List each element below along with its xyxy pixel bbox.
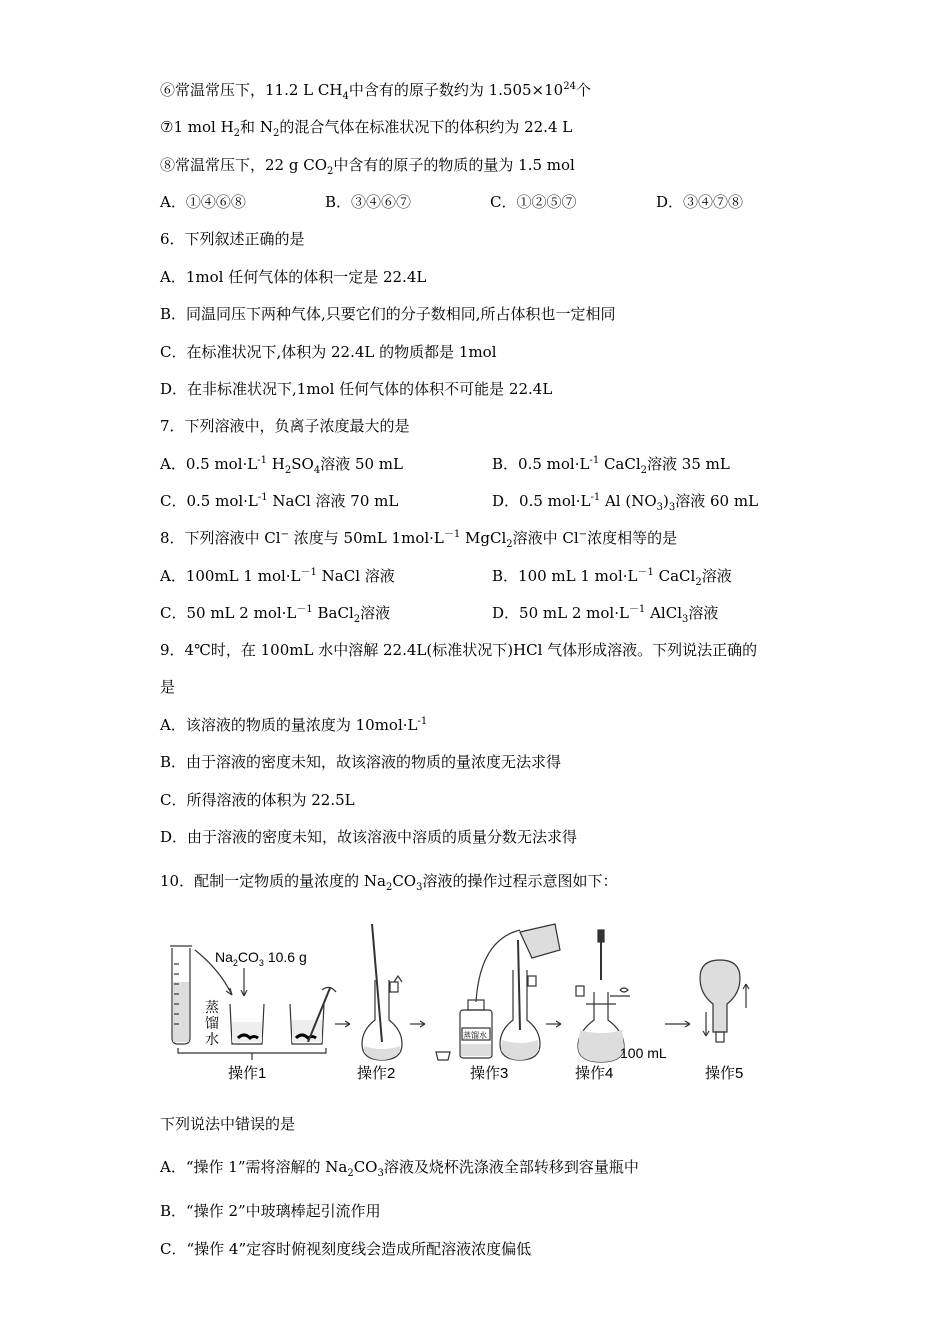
q5-option-a: A．①④⑥⑧ xyxy=(160,193,246,211)
q8-option-b: B．100 mL 1 $mol\cdot L^{-1}$ CaCl$_2$溶液 xyxy=(492,567,732,588)
q7-stem: 7．下列溶液中，负离子浓度最大的是 xyxy=(160,417,410,435)
q10-option-b: B．“操作 2”中玻璃棒起引流作用 xyxy=(160,1202,381,1220)
distilled-water-bottle xyxy=(460,1000,492,1058)
q7-option-c: C．0.5 $mol\cdot L^{-1}$ NaCl 溶液 70 mL xyxy=(160,492,399,510)
q6-option-c: C．在标准状况下,体积为 22.4L 的物质都是 1mol xyxy=(160,343,497,361)
op2-label: 操作2 xyxy=(357,1065,396,1082)
q6-option-d: D．在非标准状况下,1mol 任何气体的体积不可能是 22.4L xyxy=(160,380,553,398)
q5-statement-8: ⑧常温常压下，22 g $CO_2$中含有的原子的物质的量为 1.5 mol xyxy=(160,156,575,177)
q9-option-b: B．由于溶液的密度未知，故该溶液的物质的量浓度无法求得 xyxy=(160,753,562,771)
q9-option-c: C．所得溶液的体积为 22.5L xyxy=(160,791,355,809)
volumetric-flask-op2 xyxy=(362,924,402,1060)
q9-option-a: A．该溶液的物质的量浓度为 $10mol\cdot L^{-1}$ xyxy=(160,716,428,734)
q7-option-d: D．0.5 $mol\cdot L^{-1}$ Al $(NO_3)_3$溶液 60 mL xyxy=(492,492,759,513)
graduated-cylinder xyxy=(170,946,192,1044)
q9-option-d: D．由于溶液的密度未知，故该溶液中溶质的质量分数无法求得 xyxy=(160,828,578,846)
beaker-2 xyxy=(290,987,336,1044)
volumetric-flask-op4 xyxy=(578,930,630,1062)
beaker-1 xyxy=(230,1004,264,1044)
flask-stopper xyxy=(576,986,584,996)
q8-stem: 8．下列溶液中 Cl− 浓度与 50mL $1mol\cdot L^{-1}$ MgCl$_2$溶液中 Cl−浓度相等的是 xyxy=(160,529,678,550)
op1-label: 操作1 xyxy=(228,1065,267,1082)
q10-stem: 10．配制一定物质的量浓度的 $Na_2CO_3$溶液的操作过程示意图如下： xyxy=(160,872,618,893)
op4-label: 操作4 xyxy=(575,1065,614,1082)
water-label-3: 水 xyxy=(205,1031,219,1047)
water-label-2: 馏 xyxy=(205,1015,219,1031)
water-label-1: 蒸 xyxy=(205,999,219,1015)
q7-option-a: A．0.5 $mol\cdot L^{-1}$ $H_2SO_4$溶液 50 mL xyxy=(160,455,403,476)
q8-option-d: D．50 mL 2 $mol\cdot L^{-1}$ AlCl$_3$溶液 xyxy=(492,604,719,625)
eye-icon xyxy=(620,988,628,992)
q5-option-d: D．③④⑦⑧ xyxy=(656,193,744,211)
q5-statement-7: ⑦1 mol $H_2$和 $N_2$的混合气体在标准状况下的体积约为 22.4 L xyxy=(160,118,573,139)
q10-option-a: A．“操作 1”需将溶解的 $Na_2CO_3$溶液及烧杯洗涤液全部转移到容量瓶中 xyxy=(160,1158,639,1179)
solution-preparation-diagram xyxy=(160,920,800,1095)
volume-label: 100 mL xyxy=(620,1045,667,1061)
q8-option-a: A．100mL 1 $mol\cdot L^{-1}$ NaCl 溶液 xyxy=(160,567,395,585)
q5-option-b: B．③④⑥⑦ xyxy=(325,193,412,211)
bottle-label: 蒸馏水 xyxy=(463,1031,487,1040)
q5-statement-6: ⑥常温常压下，11.2 L $CH_4$中含有的原子数约为 $1.505\times 10^{24}$个 xyxy=(160,81,591,102)
q6-option-a: A．1mol 任何气体的体积一定是 22.4L xyxy=(160,268,427,286)
op3-label: 操作3 xyxy=(470,1065,509,1082)
q9-stem-line2: 是 xyxy=(160,678,176,696)
op5-label: 操作5 xyxy=(705,1065,744,1082)
q9-stem-line1: 9．4℃时，在 100mL 水中溶解 22.4L(标准状况下)HCl 气体形成溶液。下列说法正确的 xyxy=(160,641,758,659)
q6-option-b: B．同温同压下两种气体,只要它们的分子数相同,所占体积也一定相同 xyxy=(160,305,616,323)
q7-option-b: B．0.5 $mol\cdot L^{-1}$ CaCl$_2$溶液 35 mL xyxy=(492,455,730,476)
reagent-label: $Na_2CO_3$ 10.6 g xyxy=(215,949,307,968)
pouring-beaker xyxy=(520,924,560,958)
q10-option-c: C．“操作 4”定容时俯视刻度线会造成所配溶液浓度偏低 xyxy=(160,1240,532,1258)
q10-prompt: 下列说法中错误的是 xyxy=(160,1115,296,1133)
bottle-stopper xyxy=(436,1052,450,1060)
q6-stem: 6．下列叙述正确的是 xyxy=(160,230,305,248)
q8-option-c: C．50 mL 2 $mol\cdot L^{-1}$ BaCl$_2$溶液 xyxy=(160,604,391,625)
q5-option-c: C．①②⑤⑦ xyxy=(490,193,577,211)
